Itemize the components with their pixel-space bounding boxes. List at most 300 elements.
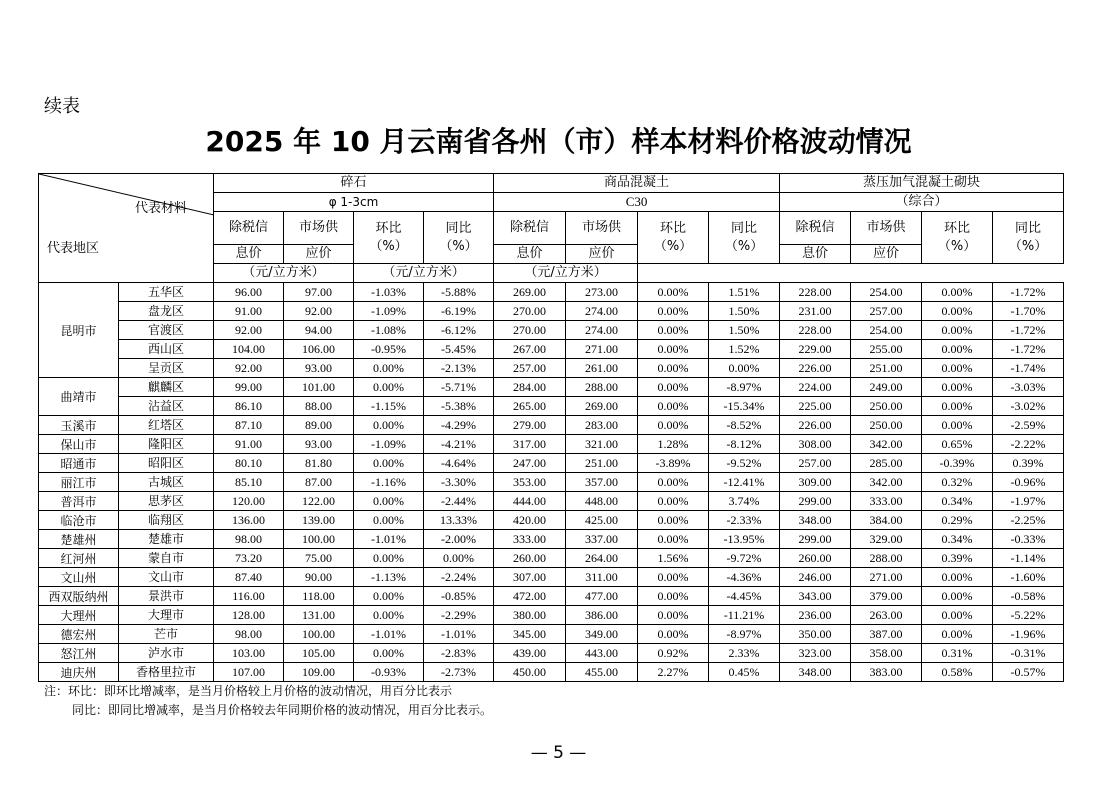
value-cell: 92.00 — [284, 302, 354, 321]
district-cell: 临翔区 — [119, 511, 214, 530]
page-number: — 5 — — [530, 743, 587, 763]
value-cell: -1.15% — [354, 397, 424, 416]
district-cell: 蒙自市 — [119, 549, 214, 568]
value-cell: -2.24% — [424, 568, 494, 587]
table-row — [39, 397, 1064, 416]
table-row — [39, 416, 1064, 435]
corner-material-label: 代表材料 — [134, 201, 187, 216]
value-cell: -2.22% — [993, 435, 1064, 454]
value-cell: -4.29% — [424, 416, 494, 435]
value-cell: -15.34% — [709, 397, 780, 416]
region-cell: 大理州 — [39, 606, 119, 625]
value-cell: 92.00 — [214, 321, 284, 340]
value-cell: -4.45% — [709, 587, 780, 606]
value-cell: 0.00% — [354, 359, 424, 378]
value-cell: 439.00 — [494, 644, 566, 663]
col-yoy: 同比 （%） — [709, 212, 780, 264]
note-mom: 注：环比：即环比增减率，是当月价格较上月价格的波动情况，用百分比表示 — [44, 684, 453, 698]
value-cell: 288.00 — [851, 549, 922, 568]
col-yoy: 同比 （%） — [993, 212, 1064, 264]
value-cell: 0.00% — [638, 378, 709, 397]
value-cell: 0.00% — [638, 359, 709, 378]
value-cell: 251.00 — [566, 454, 638, 473]
value-cell: -2.00% — [424, 530, 494, 549]
value-cell: 91.00 — [214, 435, 284, 454]
value-cell: 0.00% — [922, 340, 993, 359]
value-cell: 250.00 — [851, 416, 922, 435]
value-cell: 87.00 — [284, 473, 354, 492]
value-cell: -1.01% — [424, 625, 494, 644]
value-cell: 273.00 — [566, 283, 638, 302]
col-tax-price-2: 息价 — [780, 245, 851, 264]
value-cell: 93.00 — [284, 435, 354, 454]
region-cell: 曲靖市 — [39, 378, 119, 416]
value-cell: 333.00 — [851, 492, 922, 511]
district-cell: 香格里拉市 — [119, 663, 214, 682]
value-cell: 0.00% — [922, 568, 993, 587]
district-cell: 大理市 — [119, 606, 214, 625]
value-cell: 0.00% — [638, 606, 709, 625]
district-cell: 思茅区 — [119, 492, 214, 511]
value-cell: 379.00 — [851, 587, 922, 606]
table-row — [39, 663, 1064, 682]
value-cell: 261.00 — [566, 359, 638, 378]
value-cell: 224.00 — [780, 378, 851, 397]
region-cell: 红河州 — [39, 549, 119, 568]
district-cell: 隆阳区 — [119, 435, 214, 454]
value-cell: 348.00 — [780, 511, 851, 530]
col-tax-price: 除税信 — [214, 212, 284, 245]
value-cell: 236.00 — [780, 606, 851, 625]
value-cell: 0.29% — [922, 511, 993, 530]
region-cell: 临沧市 — [39, 511, 119, 530]
value-cell: 358.00 — [851, 644, 922, 663]
table-row — [39, 625, 1064, 644]
region-cell: 普洱市 — [39, 492, 119, 511]
value-cell: -1.96% — [993, 625, 1064, 644]
region-cell: 德宏州 — [39, 625, 119, 644]
table-row — [39, 435, 1064, 454]
value-cell: 353.00 — [494, 473, 566, 492]
value-cell: -3.89% — [638, 454, 709, 473]
value-cell: 357.00 — [566, 473, 638, 492]
region-cell: 昭通市 — [39, 454, 119, 473]
value-cell: 1.52% — [709, 340, 780, 359]
region-cell: 迪庆州 — [39, 663, 119, 682]
value-cell: -1.72% — [993, 321, 1064, 340]
value-cell: -1.01% — [354, 530, 424, 549]
region-cell: 文山州 — [39, 568, 119, 587]
value-cell: 88.00 — [284, 397, 354, 416]
value-cell: 96.00 — [214, 283, 284, 302]
value-cell: 3.74% — [709, 492, 780, 511]
value-cell: 0.00% — [354, 644, 424, 663]
note-yoy: 同比：即同比增减率，是当月价格较去年同期价格的波动情况，用百分比表示。 — [72, 703, 493, 717]
value-cell: 263.00 — [851, 606, 922, 625]
value-cell: 0.00% — [354, 416, 424, 435]
value-cell: 448.00 — [566, 492, 638, 511]
value-cell: -8.52% — [709, 416, 780, 435]
region-cell: 怒江州 — [39, 644, 119, 663]
value-cell: -2.73% — [424, 663, 494, 682]
value-cell: 251.00 — [851, 359, 922, 378]
value-cell: 342.00 — [851, 473, 922, 492]
value-cell: 0.00% — [638, 321, 709, 340]
value-cell: 81.80 — [284, 454, 354, 473]
value-cell: 0.00% — [922, 378, 993, 397]
value-cell: 122.00 — [284, 492, 354, 511]
region-cell: 楚雄州 — [39, 530, 119, 549]
value-cell: -0.39% — [922, 454, 993, 473]
value-cell: 254.00 — [851, 283, 922, 302]
value-cell: 247.00 — [494, 454, 566, 473]
col-mom: 环比 （%） — [922, 212, 993, 264]
value-cell: 0.00% — [354, 549, 424, 568]
value-cell: 0.00% — [354, 378, 424, 397]
value-cell: 0.00% — [922, 283, 993, 302]
value-cell: 342.00 — [851, 435, 922, 454]
value-cell: -0.95% — [354, 340, 424, 359]
value-cell: -0.31% — [993, 644, 1064, 663]
value-cell: 90.00 — [284, 568, 354, 587]
table-row — [39, 587, 1064, 606]
value-cell: 285.00 — [851, 454, 922, 473]
value-cell: 0.00% — [922, 606, 993, 625]
region-cell: 保山市 — [39, 435, 119, 454]
col-yoy: 同比 （%） — [424, 212, 494, 264]
table-row — [39, 321, 1064, 340]
value-cell: 0.92% — [638, 644, 709, 663]
value-cell: 100.00 — [284, 625, 354, 644]
value-cell: 279.00 — [494, 416, 566, 435]
value-cell: 386.00 — [566, 606, 638, 625]
value-cell: -1.14% — [993, 549, 1064, 568]
value-cell: 477.00 — [566, 587, 638, 606]
table-row — [39, 302, 1064, 321]
value-cell: 0.00% — [638, 283, 709, 302]
table-row — [39, 549, 1064, 568]
value-cell: 0.65% — [922, 435, 993, 454]
value-cell: 472.00 — [494, 587, 566, 606]
value-cell: 228.00 — [780, 321, 851, 340]
material-name: 蒸压加气混凝土砌块 — [780, 174, 1064, 193]
value-cell: 0.32% — [922, 473, 993, 492]
value-cell: 0.00% — [922, 416, 993, 435]
material-name: 碎石 — [214, 174, 494, 193]
value-cell: -0.93% — [354, 663, 424, 682]
value-cell: 85.10 — [214, 473, 284, 492]
value-cell: 0.00% — [424, 549, 494, 568]
col-mom: 环比 （%） — [638, 212, 709, 264]
value-cell: 92.00 — [214, 359, 284, 378]
value-cell: 0.00% — [922, 587, 993, 606]
value-cell: 299.00 — [780, 530, 851, 549]
value-cell: -0.96% — [993, 473, 1064, 492]
district-cell: 官渡区 — [119, 321, 214, 340]
col-mom: 环比 （%） — [354, 212, 424, 264]
value-cell: 128.00 — [214, 606, 284, 625]
district-cell: 古城区 — [119, 473, 214, 492]
price-table — [38, 173, 1064, 682]
value-cell: 350.00 — [780, 625, 851, 644]
value-cell: -1.72% — [993, 283, 1064, 302]
value-cell: 269.00 — [566, 397, 638, 416]
value-cell: 0.00% — [638, 587, 709, 606]
value-cell: 311.00 — [566, 568, 638, 587]
value-cell: 104.00 — [214, 340, 284, 359]
value-cell: 97.00 — [284, 283, 354, 302]
value-cell: 284.00 — [494, 378, 566, 397]
value-cell: 136.00 — [214, 511, 284, 530]
col-tax-price-2: 息价 — [214, 245, 284, 264]
value-cell: 0.31% — [922, 644, 993, 663]
value-cell: -0.33% — [993, 530, 1064, 549]
value-cell: 0.00% — [638, 568, 709, 587]
value-cell: -1.74% — [993, 359, 1064, 378]
value-cell: 308.00 — [780, 435, 851, 454]
continued-label: 续表 — [44, 96, 80, 117]
value-cell: -5.38% — [424, 397, 494, 416]
district-cell: 泸水市 — [119, 644, 214, 663]
table-row — [39, 492, 1064, 511]
value-cell: 246.00 — [780, 568, 851, 587]
material-spec: C30 — [494, 193, 780, 212]
value-cell: 231.00 — [780, 302, 851, 321]
value-cell: 283.00 — [566, 416, 638, 435]
value-cell: 118.00 — [284, 587, 354, 606]
value-cell: 329.00 — [851, 530, 922, 549]
district-cell: 呈贡区 — [119, 359, 214, 378]
value-cell: 107.00 — [214, 663, 284, 682]
region-cell: 玉溪市 — [39, 416, 119, 435]
value-cell: -6.12% — [424, 321, 494, 340]
value-cell: 139.00 — [284, 511, 354, 530]
value-cell: 2.27% — [638, 663, 709, 682]
value-cell: 0.00% — [638, 625, 709, 644]
value-cell: 0.00% — [354, 454, 424, 473]
value-cell: 257.00 — [780, 454, 851, 473]
value-cell: 384.00 — [851, 511, 922, 530]
value-cell: 0.34% — [922, 492, 993, 511]
value-cell: 105.00 — [284, 644, 354, 663]
price-unit: （元/立方米） — [354, 264, 494, 283]
col-market-price: 市场供 — [851, 212, 922, 245]
value-cell: -8.12% — [709, 435, 780, 454]
value-cell: -1.72% — [993, 340, 1064, 359]
col-market-price: 市场供 — [566, 212, 638, 245]
value-cell: 0.00% — [354, 606, 424, 625]
value-cell: 345.00 — [494, 625, 566, 644]
value-cell: 425.00 — [566, 511, 638, 530]
col-market-price: 市场供 — [284, 212, 354, 245]
price-unit: （元/立方米） — [214, 264, 354, 283]
value-cell: 257.00 — [494, 359, 566, 378]
value-cell: 337.00 — [566, 530, 638, 549]
value-cell: 229.00 — [780, 340, 851, 359]
district-cell: 西山区 — [119, 340, 214, 359]
value-cell: 288.00 — [566, 378, 638, 397]
value-cell: -3.03% — [993, 378, 1064, 397]
value-cell: 264.00 — [566, 549, 638, 568]
table-row — [39, 530, 1064, 549]
value-cell: 226.00 — [780, 416, 851, 435]
region-cell: 昆明市 — [39, 283, 119, 378]
district-cell: 盘龙区 — [119, 302, 214, 321]
value-cell: 299.00 — [780, 492, 851, 511]
value-cell: 103.00 — [214, 644, 284, 663]
value-cell: 228.00 — [780, 283, 851, 302]
value-cell: 2.33% — [709, 644, 780, 663]
value-cell: 455.00 — [566, 663, 638, 682]
region-cell: 西双版纳州 — [39, 587, 119, 606]
value-cell: -12.41% — [709, 473, 780, 492]
value-cell: 109.00 — [284, 663, 354, 682]
value-cell: 0.00% — [638, 416, 709, 435]
table-row — [39, 568, 1064, 587]
value-cell: 99.00 — [214, 378, 284, 397]
value-cell: -6.19% — [424, 302, 494, 321]
value-cell: 343.00 — [780, 587, 851, 606]
value-cell: 86.10 — [214, 397, 284, 416]
value-cell: 309.00 — [780, 473, 851, 492]
corner-diagonal — [39, 174, 214, 282]
table-row — [39, 283, 1064, 302]
value-cell: 260.00 — [780, 549, 851, 568]
value-cell: 87.10 — [214, 416, 284, 435]
value-cell: -4.36% — [709, 568, 780, 587]
price-unit: （元/立方米） — [494, 264, 638, 283]
value-cell: 270.00 — [494, 321, 566, 340]
value-cell: 0.00% — [354, 511, 424, 530]
value-cell: 0.00% — [709, 359, 780, 378]
table-corner-cell — [39, 174, 214, 283]
col-tax-price: 除税信 — [494, 212, 566, 245]
value-cell: 0.39% — [993, 454, 1064, 473]
value-cell: -0.85% — [424, 587, 494, 606]
district-cell: 五华区 — [119, 283, 214, 302]
value-cell: 249.00 — [851, 378, 922, 397]
col-tax-price-2: 息价 — [494, 245, 566, 264]
value-cell: 91.00 — [214, 302, 284, 321]
value-cell: 0.00% — [354, 587, 424, 606]
value-cell: -5.88% — [424, 283, 494, 302]
value-cell: 0.58% — [922, 663, 993, 682]
value-cell: 0.00% — [922, 359, 993, 378]
col-market-price-2: 应价 — [284, 245, 354, 264]
page-title: 2025 年 10 月云南省各州（市）样本材料价格波动情况 — [205, 125, 912, 158]
value-cell: 323.00 — [780, 644, 851, 663]
value-cell: 0.00% — [638, 302, 709, 321]
value-cell: 0.00% — [922, 625, 993, 644]
value-cell: 380.00 — [494, 606, 566, 625]
value-cell: 265.00 — [494, 397, 566, 416]
value-cell: 1.28% — [638, 435, 709, 454]
value-cell: 349.00 — [566, 625, 638, 644]
value-cell: 255.00 — [851, 340, 922, 359]
table-body — [39, 283, 1064, 682]
value-cell: -2.29% — [424, 606, 494, 625]
value-cell: 1.56% — [638, 549, 709, 568]
region-cell: 丽江市 — [39, 473, 119, 492]
col-market-price-2: 应价 — [851, 245, 922, 264]
value-cell: 1.51% — [709, 283, 780, 302]
district-cell: 沾益区 — [119, 397, 214, 416]
value-cell: 444.00 — [494, 492, 566, 511]
value-cell: 387.00 — [851, 625, 922, 644]
value-cell: -1.09% — [354, 435, 424, 454]
table-row — [39, 606, 1064, 625]
value-cell: 98.00 — [214, 530, 284, 549]
value-cell: 87.40 — [214, 568, 284, 587]
value-cell: 274.00 — [566, 302, 638, 321]
value-cell: 307.00 — [494, 568, 566, 587]
value-cell: -2.83% — [424, 644, 494, 663]
district-cell: 昭阳区 — [119, 454, 214, 473]
value-cell: 0.00% — [638, 511, 709, 530]
value-cell: 333.00 — [494, 530, 566, 549]
value-cell: -2.44% — [424, 492, 494, 511]
value-cell: 1.50% — [709, 321, 780, 340]
col-tax-price: 除税信 — [780, 212, 851, 245]
value-cell: -5.71% — [424, 378, 494, 397]
value-cell: 0.34% — [922, 530, 993, 549]
value-cell: 383.00 — [851, 663, 922, 682]
value-cell: -4.64% — [424, 454, 494, 473]
value-cell: -8.97% — [709, 378, 780, 397]
table-row — [39, 473, 1064, 492]
value-cell: 0.00% — [922, 397, 993, 416]
value-cell: 0.45% — [709, 663, 780, 682]
value-cell: 120.00 — [214, 492, 284, 511]
value-cell: -1.70% — [993, 302, 1064, 321]
value-cell: -5.45% — [424, 340, 494, 359]
value-cell: -1.60% — [993, 568, 1064, 587]
value-cell: -2.25% — [993, 511, 1064, 530]
value-cell: 80.10 — [214, 454, 284, 473]
value-cell: 257.00 — [851, 302, 922, 321]
value-cell: 0.00% — [638, 340, 709, 359]
value-cell: -1.08% — [354, 321, 424, 340]
value-cell: -1.13% — [354, 568, 424, 587]
value-cell: -2.13% — [424, 359, 494, 378]
value-cell: -3.30% — [424, 473, 494, 492]
value-cell: 0.00% — [638, 530, 709, 549]
value-cell: -1.01% — [354, 625, 424, 644]
value-cell: -11.21% — [709, 606, 780, 625]
value-cell: 267.00 — [494, 340, 566, 359]
value-cell: -8.97% — [709, 625, 780, 644]
value-cell: 89.00 — [284, 416, 354, 435]
district-cell: 麒麟区 — [119, 378, 214, 397]
value-cell: -1.03% — [354, 283, 424, 302]
value-cell: -0.58% — [993, 587, 1064, 606]
district-cell: 楚雄市 — [119, 530, 214, 549]
value-cell: -0.57% — [993, 663, 1064, 682]
value-cell: 131.00 — [284, 606, 354, 625]
value-cell: 270.00 — [494, 302, 566, 321]
value-cell: 269.00 — [494, 283, 566, 302]
value-cell: 101.00 — [284, 378, 354, 397]
table-row — [39, 359, 1064, 378]
district-cell: 红塔区 — [119, 416, 214, 435]
value-cell: 317.00 — [494, 435, 566, 454]
value-cell: 94.00 — [284, 321, 354, 340]
value-cell: -1.16% — [354, 473, 424, 492]
table-row — [39, 454, 1064, 473]
value-cell: 348.00 — [780, 663, 851, 682]
value-cell: -9.72% — [709, 549, 780, 568]
value-cell: 116.00 — [214, 587, 284, 606]
